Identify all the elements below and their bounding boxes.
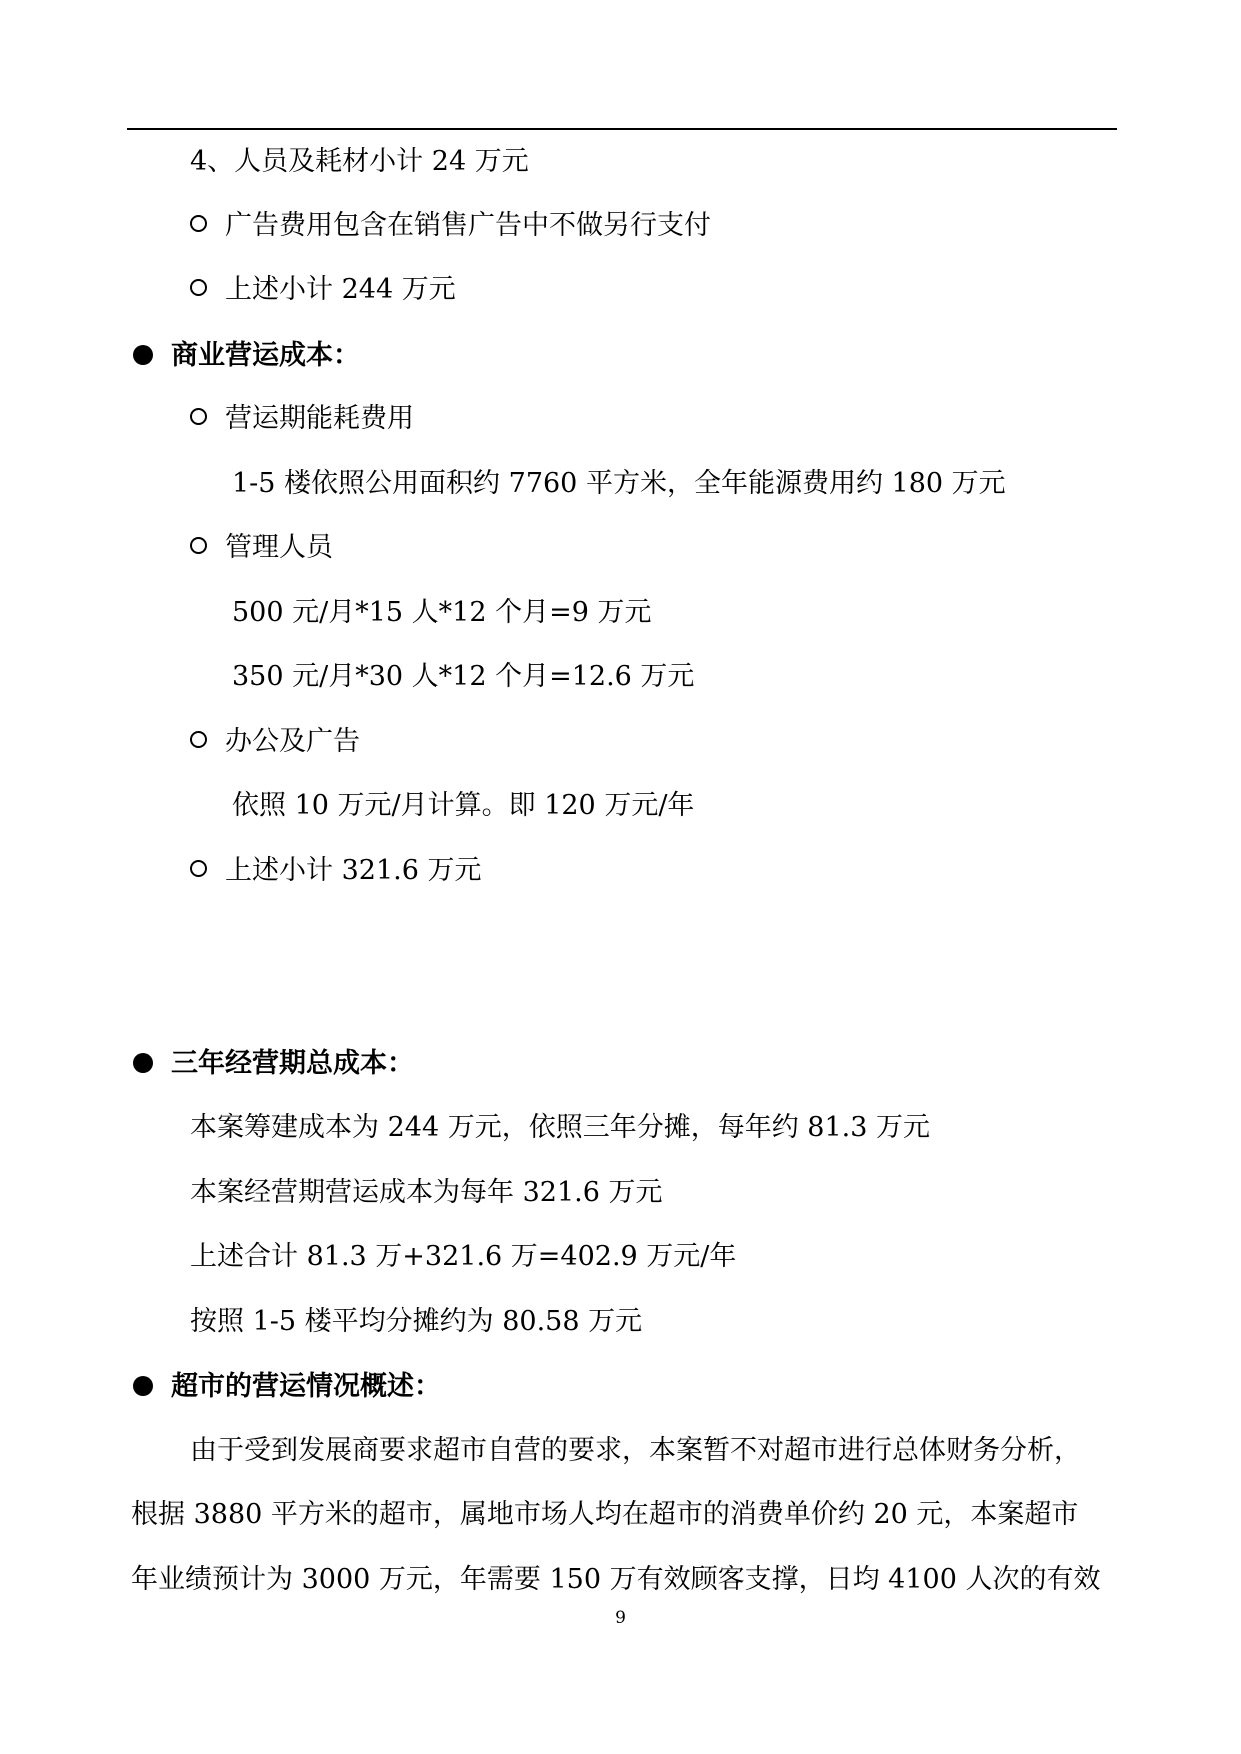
section-heading (133, 1367, 441, 1407)
circle-bullet-icon (190, 408, 207, 425)
text-line: 1-5 楼依照公用面积约 7760 平方米，全年能源费用约 180 万元 (232, 468, 1006, 499)
list-item-text: 上述小计 244 万元 (225, 274, 456, 305)
circle-bullet-icon (190, 537, 207, 554)
list-item-text: 办公及广告 (225, 726, 360, 757)
filled-bullet-icon (133, 1376, 153, 1396)
section-heading-text: 三年经营期总成本： (171, 1048, 414, 1079)
text-line: 350 元/月*30 人*12 个月=12.6 万元 (232, 661, 695, 692)
list-item (190, 851, 481, 891)
list-item-text: 上述小计 321.6 万元 (225, 855, 482, 886)
text-line: 本案经营期营运成本为每年 321.6 万元 (190, 1177, 663, 1208)
paragraph-line: 由于受到发展商要求超市自营的要求，本案暂不对超市进行总体财务分析， (190, 1435, 1081, 1466)
list-item-text: 营运期能耗费用 (225, 403, 414, 434)
text-line: 4、人员及耗材小计 24 万元 (190, 146, 529, 177)
text-line: 本案筹建成本为 244 万元，依照三年分摊，每年约 81.3 万元 (190, 1112, 930, 1143)
text-line: 按照 1-5 楼平均分摊约为 80.58 万元 (190, 1306, 643, 1337)
paragraph-line: 根据 3880 平方米的超市，属地市场人均在超市的消费单价约 20 元，本案超市 (131, 1499, 1079, 1530)
page-number: 9 (615, 1608, 626, 1628)
circle-bullet-icon (190, 279, 207, 296)
list-item (190, 528, 333, 568)
section-heading-text: 超市的营运情况概述： (171, 1371, 441, 1402)
section-heading (133, 336, 360, 376)
circle-bullet-icon (190, 215, 207, 232)
section-heading (133, 1044, 414, 1084)
circle-bullet-icon (190, 860, 207, 877)
text-line: 依照 10 万元/月计算。即 120 万元/年 (232, 790, 695, 821)
list-item (190, 399, 414, 439)
filled-bullet-icon (133, 345, 153, 365)
filled-bullet-icon (133, 1053, 153, 1073)
header-rule (127, 128, 1117, 130)
circle-bullet-icon (190, 731, 207, 748)
section-heading-text: 商业营运成本： (171, 340, 360, 371)
list-item (190, 206, 711, 246)
text-line: 500 元/月*15 人*12 个月=9 万元 (232, 597, 652, 628)
paragraph-line: 年业绩预计为 3000 万元，年需要 150 万有效顾客支撑，日均 4100 人次的有效 (131, 1564, 1101, 1595)
list-item (190, 722, 360, 762)
text-line: 上述合计 81.3 万+321.6 万=402.9 万元/年 (190, 1241, 737, 1272)
list-item-text: 广告费用包含在销售广告中不做另行支付 (225, 210, 711, 241)
list-item-text: 管理人员 (225, 532, 333, 563)
list-item (190, 270, 456, 310)
